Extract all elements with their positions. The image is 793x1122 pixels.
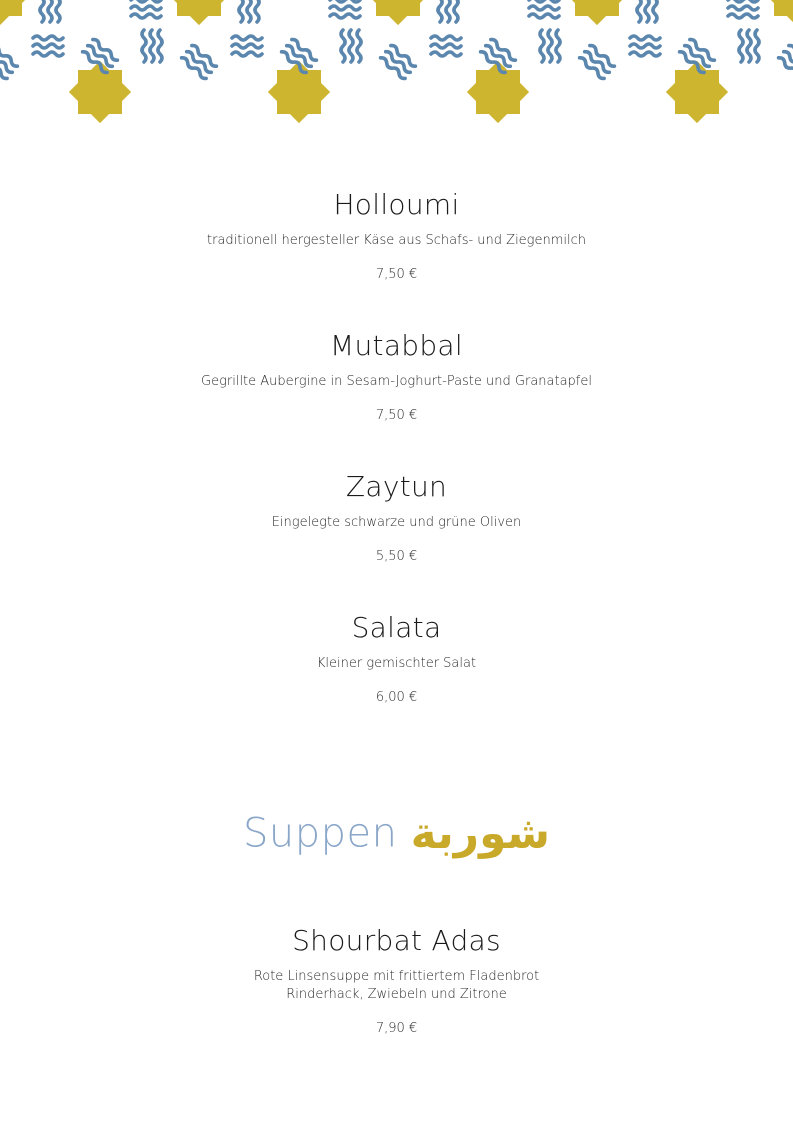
decorative-header-pattern [0, 0, 793, 130]
dish-description: Eingelegte schwarze und grüne Oliven [271, 515, 522, 530]
section-title-arabic: شوربة [410, 808, 550, 859]
menu-item-mutabbal [0, 329, 793, 425]
menu-item-shourbat-adas [0, 924, 793, 1038]
menu-item-salata [0, 611, 793, 707]
dish-name: Shourbat Adas [292, 924, 501, 957]
dish-description-line: Rote Linsensuppe mit frittiertem Fladenbrot [253, 969, 540, 984]
dish-price: 5,50 € [375, 549, 418, 564]
section-title-latin: Suppen [243, 810, 398, 857]
dish-name: Holloumi [333, 188, 460, 221]
dish-price: 7,50 € [375, 267, 418, 282]
dish-description-line: Rinderhack, Zwiebeln und Zitrone [286, 987, 507, 1002]
dish-description [0, 968, 793, 1004]
dish-name: Zaytun [345, 470, 448, 503]
dish-name: Mutabbal [330, 329, 463, 362]
section-heading-soups [0, 808, 793, 859]
dish-name: Salata [351, 611, 442, 644]
menu-item-zaytun [0, 470, 793, 566]
dish-description: traditionell hergesteller Käse aus Schafs- und Ziegenmilch [207, 233, 586, 248]
menu-item-holloumi [0, 188, 793, 284]
dish-price: 7,90 € [375, 1021, 418, 1036]
dish-description: Kleiner gemischter Salat [316, 656, 477, 671]
dish-price: 7,50 € [375, 408, 418, 423]
dish-description: Gegrillte Aubergine in Sesam-Joghurt-Paste und Granatapfel [201, 374, 592, 389]
dish-price: 6,00 € [375, 690, 418, 705]
